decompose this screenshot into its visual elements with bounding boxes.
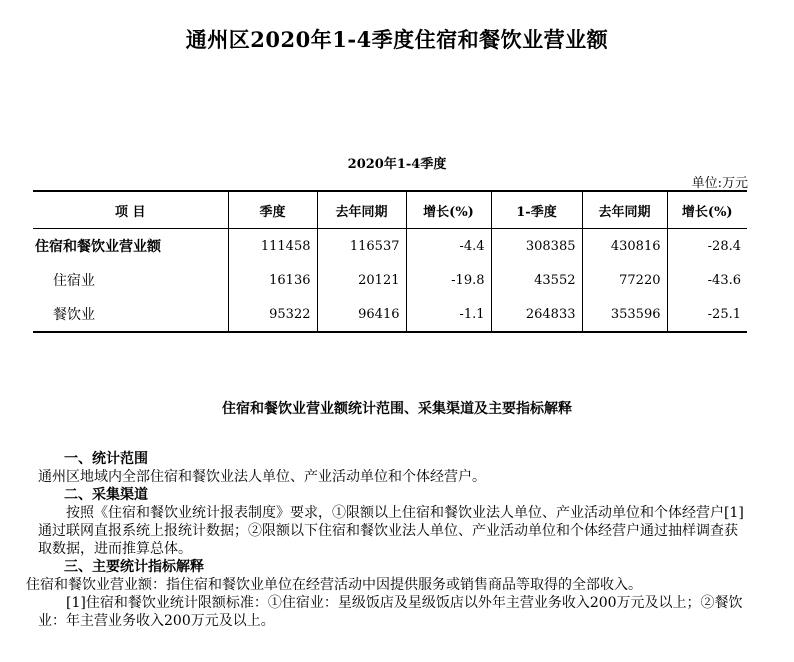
- table-header-row: [33, 191, 747, 229]
- page-title: 通州区2020年1-4季度住宿和餐饮业营业额: [185, 27, 609, 52]
- table-cell: 264833: [491, 297, 582, 332]
- column-header-prev-year: 去年同期: [317, 191, 406, 229]
- table-cell: 95322: [228, 297, 317, 332]
- column-header-cumulative: 1-季度: [491, 191, 582, 229]
- table-cell: -43.6: [667, 263, 747, 297]
- table-row: [33, 263, 747, 297]
- table-cell: 116537: [317, 229, 406, 264]
- column-header-cumulative-growth: 增长(%): [667, 191, 747, 229]
- table-cell: -4.4: [406, 229, 491, 264]
- notes-section: [26, 450, 750, 630]
- revenue-table: [33, 190, 747, 333]
- table-cell: 16136: [228, 263, 317, 297]
- table-cell: 77220: [582, 263, 667, 297]
- table-cell: 43552: [491, 263, 582, 297]
- table-row: [33, 229, 747, 264]
- table-cell: -28.4: [667, 229, 747, 264]
- table-cell: -25.1: [667, 297, 747, 332]
- unit-label: 单位:万元: [691, 176, 748, 191]
- row-label: 住宿和餐饮业营业额: [35, 239, 161, 255]
- footnote: [1]住宿和餐饮业统计限额标准：①住宿业：星级饭店及星级饭店以外年主营业务收入200万元及以上；②餐饮业：年主营业务收入200万元及以上。: [38, 595, 743, 629]
- row-label: 住宿业: [53, 273, 95, 289]
- table-cell: 308385: [491, 229, 582, 264]
- section-text: 按照《住宿和餐饮业统计报表制度》要求，①限额以上住宿和餐饮业法人单位、产业活动单位和个体经营户[1]通过联网直报系统上报统计数据；②限额以下住宿和餐饮业法人单位、产业活动单位和个体经营户通过抽样调查获取数据，进而推算总体。: [38, 505, 744, 557]
- table-cell: 20121: [317, 263, 406, 297]
- table-period-title: 2020年1-4季度: [347, 157, 447, 172]
- table-cell: 96416: [317, 297, 406, 332]
- section-heading: 三、主要统计指标解释: [64, 559, 204, 575]
- row-label: 餐饮业: [33, 297, 228, 332]
- column-header-cumulative-prev-year: 去年同期: [582, 191, 667, 229]
- table-cell: 353596: [582, 297, 667, 332]
- table-cell: 430816: [582, 229, 667, 264]
- table-cell: -1.1: [406, 297, 491, 332]
- column-header-quarter: 季度: [228, 191, 317, 229]
- section-text: 住宿和餐饮业营业额：指住宿和餐饮业单位在经营活动中因提供服务或销售商品等取得的全部收入。: [26, 577, 642, 593]
- column-header-item: 项 目: [33, 191, 228, 229]
- table-cell: -19.8: [406, 263, 491, 297]
- notes-title: 住宿和餐饮业营业额统计范围、采集渠道及主要指标解释: [222, 401, 572, 417]
- section-text: 通州区地域内全部住宿和餐饮业法人单位、产业活动单位和个体经营户。: [38, 469, 486, 485]
- section-heading: 一、统计范围: [64, 451, 148, 467]
- column-header-growth: 增长(%): [406, 191, 491, 229]
- section-heading: 二、采集渠道: [64, 487, 148, 503]
- table-row: [33, 297, 747, 332]
- table-cell: 111458: [228, 229, 317, 264]
